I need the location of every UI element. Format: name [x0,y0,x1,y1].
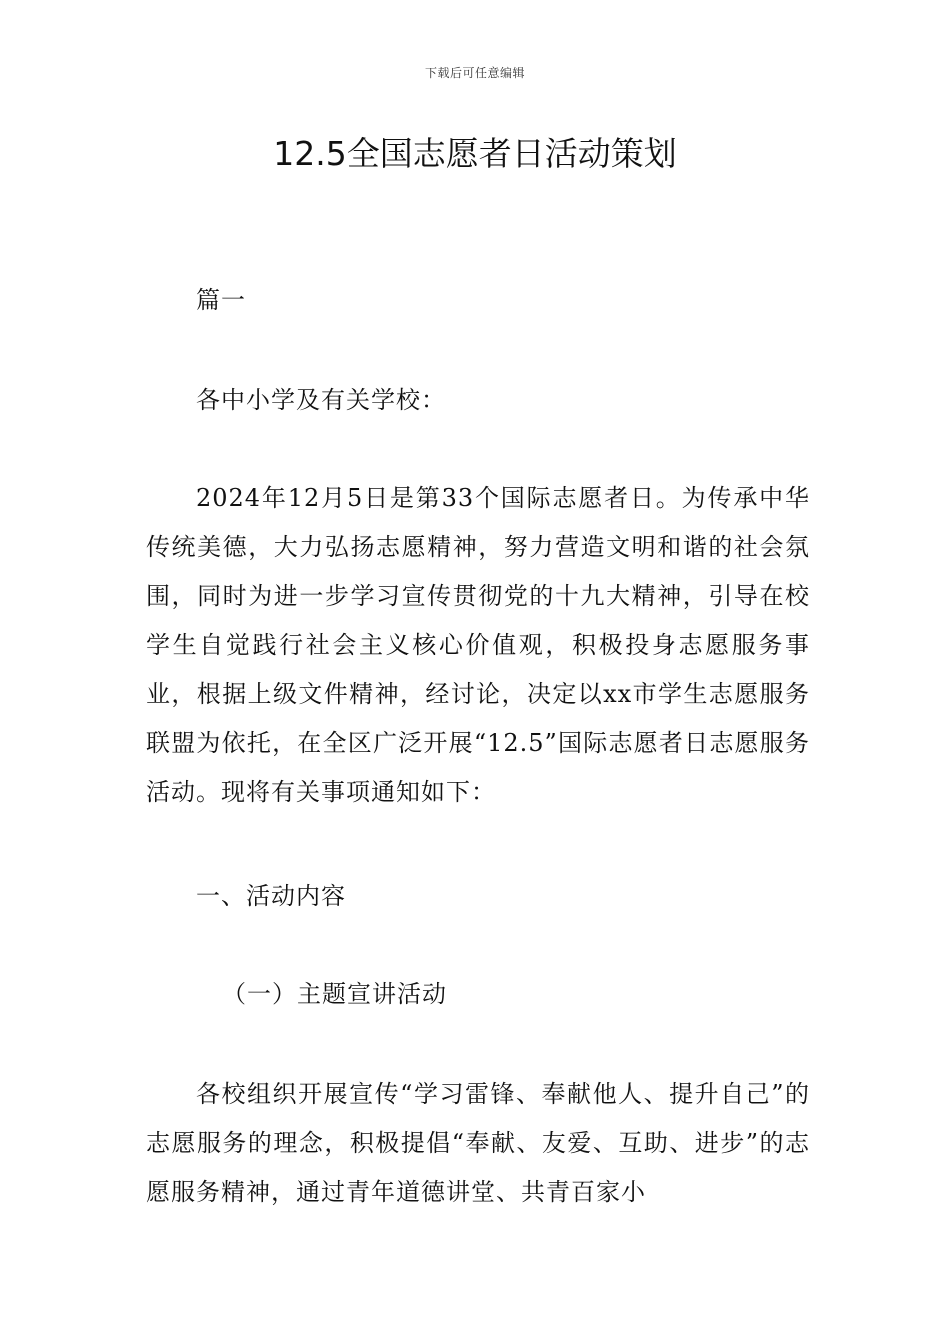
salutation: 各中小学及有关学校： [196,386,446,414]
document-title: 12.5全国志愿者日活动策划 [273,134,677,173]
section-label: 篇一 [196,286,246,314]
body-paragraph: 各校组织开展宣传“学习雷锋、奉献他人、提升自己”的志愿服务的理念，积极提倡“奉献、友爱、互助、进步”的志愿服务精神，通过青年道德讲堂、共青百家小 [146,1080,810,1206]
intro-paragraph: 2024年12月5日是第33个国际志愿者日。为传承中华传统美德，大力弘扬志愿精神，努力营造文明和谐的社会氛围，同时为进一步学习宣传贯彻党的十九大精神，引导在校学生自觉践行社会主义核心价值观，积极投身志愿服务事业，根据上级文件精神，经讨论，决定以xx市学生志愿服务联盟为依托，在全区广泛开展“12.5”国际志愿者日志愿服务活动。现将有关事项通知如下： [146,484,810,806]
heading-theme-lecture: （一）主题宣讲活动 [222,980,447,1008]
header-note: 下载后可任意编辑 [424,66,525,80]
heading-activity-content: 一、活动内容 [196,882,346,910]
